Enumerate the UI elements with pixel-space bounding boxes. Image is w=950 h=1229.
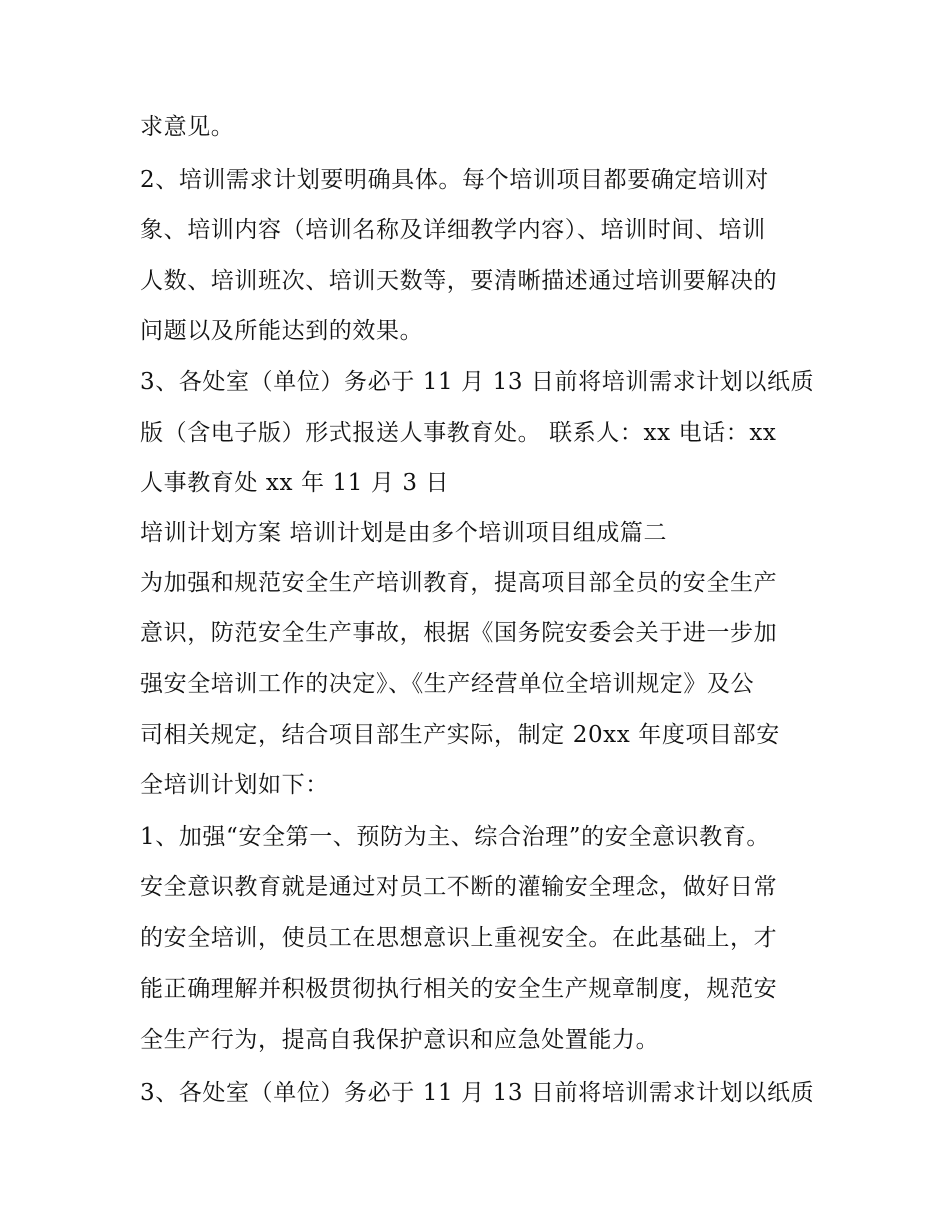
text-line: 3、各处室（单位）务必于 11 月 13 日前将培训需求计划以纸质 — [140, 369, 815, 395]
text-line: 人数、培训班次、培训天数等，要清晰描述通过培训要解决的 — [140, 268, 778, 294]
text-line: 强安全培训工作的决定》、《生产经营单位全培训规定》及公 — [140, 671, 755, 697]
text-line: 全生产行为，提高自我保护意识和应急处置能力。 — [140, 1027, 660, 1053]
text-line: 象、培训内容（培训名称及详细教学内容）、培训时间、培训 — [140, 217, 766, 243]
text-line: 人事教育处 xx 年 11 月 3 日 — [140, 470, 450, 496]
text-line: 问题以及所能达到的效果。 — [140, 318, 424, 344]
text-line: 1、加强“安全第一、预防为主、综合治理”的安全意识教育。 — [140, 824, 770, 850]
text-line: 能正确理解并积极贯彻执行相关的安全生产规章制度，规范安 — [140, 976, 778, 1002]
text-line: 求意见。 — [140, 114, 235, 140]
section-heading: 培训计划方案 培训计划是由多个培训项目组成篇二 — [140, 520, 668, 546]
text-line: 为加强和规范安全生产培训教育，提高项目部全员的安全生产 — [140, 570, 778, 596]
text-line: 3、各处室（单位）务必于 11 月 13 日前将培训需求计划以纸质 — [140, 1080, 815, 1106]
text-line: 2、培训需求计划要明确具体。每个培训项目都要确定培训对 — [140, 167, 769, 193]
text-line: 版（含电子版）形式报送人事教育处。 联系人：xx 电话：xx — [140, 420, 777, 446]
text-line: 安全意识教育就是通过对员工不断的灌输安全理念，做好日常 — [140, 874, 778, 900]
text-line: 司相关规定，结合项目部生产实际，制定 20xx 年度项目部安 — [140, 722, 780, 748]
text-line: 意识，防范安全生产事故，根据《国务院安委会关于进一步加 — [140, 620, 778, 646]
text-line: 的安全培训，使员工在思想意识上重视安全。在此基础上，才 — [140, 925, 778, 951]
text-line: 全培训计划如下： — [140, 772, 329, 798]
